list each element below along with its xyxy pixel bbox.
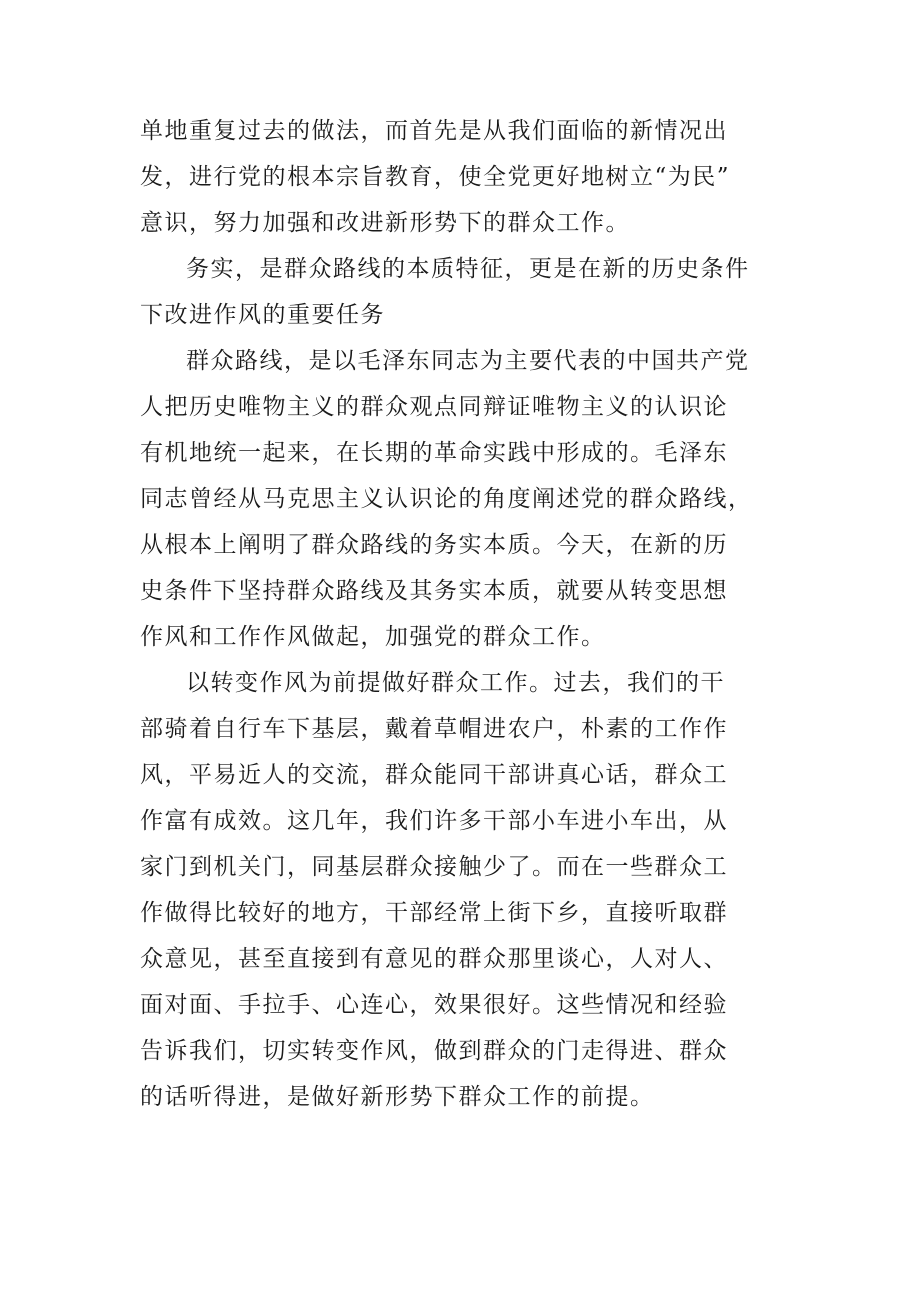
text-line-1: 单地重复过去的做法，而首先是从我们面临的新情况出 <box>140 118 728 144</box>
text-line-3: 意识，努力加强和改进新形势下的群众工作。 <box>140 210 630 236</box>
text-line-2: 发，进行党的根本宗旨教育，使全党更好地树立“为民” <box>140 164 731 190</box>
text-line-16: 作富有成效。这几年，我们许多干部小车进小车出，从 <box>140 808 728 834</box>
text-line-22: 的话听得进，是做好新形势下群众工作的前提。 <box>140 1084 655 1110</box>
text-line-17: 家门到机关门，同基层群众接触少了。而在一些群众工 <box>140 854 728 880</box>
text-line-12: 作风和工作作风做起，加强党的群众工作。 <box>140 624 606 650</box>
text-line-11: 史条件下坚持群众路线及其务实本质，就要从转变思想 <box>140 578 728 604</box>
text-line-18: 作做得比较好的地方，干部经常上街下乡，直接听取群 <box>140 900 728 926</box>
text-line-7: 人把历史唯物主义的群众观点同辩证唯物主义的认识论 <box>140 394 728 420</box>
text-line-9: 同志曾经从马克思主义认识论的角度阐述党的群众路线， <box>140 486 753 512</box>
document-body <box>140 108 800 1120</box>
text-line-21: 告诉我们，切实转变作风，做到群众的门走得进、群众 <box>140 1038 728 1064</box>
text-line-8: 有机地统一起来，在长期的革命实践中形成的。毛泽东 <box>140 440 728 466</box>
text-line-14: 部骑着自行车下基层，戴着草帽进农户，朴素的工作作 <box>140 716 728 742</box>
text-line-15: 风，平易近人的交流，群众能同干部讲真心话，群众工 <box>140 762 728 788</box>
text-line-13: 以转变作风为前提做好群众工作。过去，我们的干 <box>186 670 725 696</box>
text-line-10: 从根本上阐明了群众路线的务实本质。今天，在新的历 <box>140 532 728 558</box>
text-line-20: 面对面、手拉手、心连心，效果很好。这些情况和经验 <box>140 992 728 1018</box>
text-line-5: 下改进作风的重要任务 <box>140 302 385 328</box>
text-line-4: 务实，是群众路线的本质特征，更是在新的历史条件 <box>186 256 750 282</box>
text-line-6: 群众路线，是以毛泽东同志为主要代表的中国共产党 <box>186 348 750 374</box>
text-line-19: 众意见，甚至直接到有意见的群众那里谈心，人对人、 <box>140 946 728 972</box>
